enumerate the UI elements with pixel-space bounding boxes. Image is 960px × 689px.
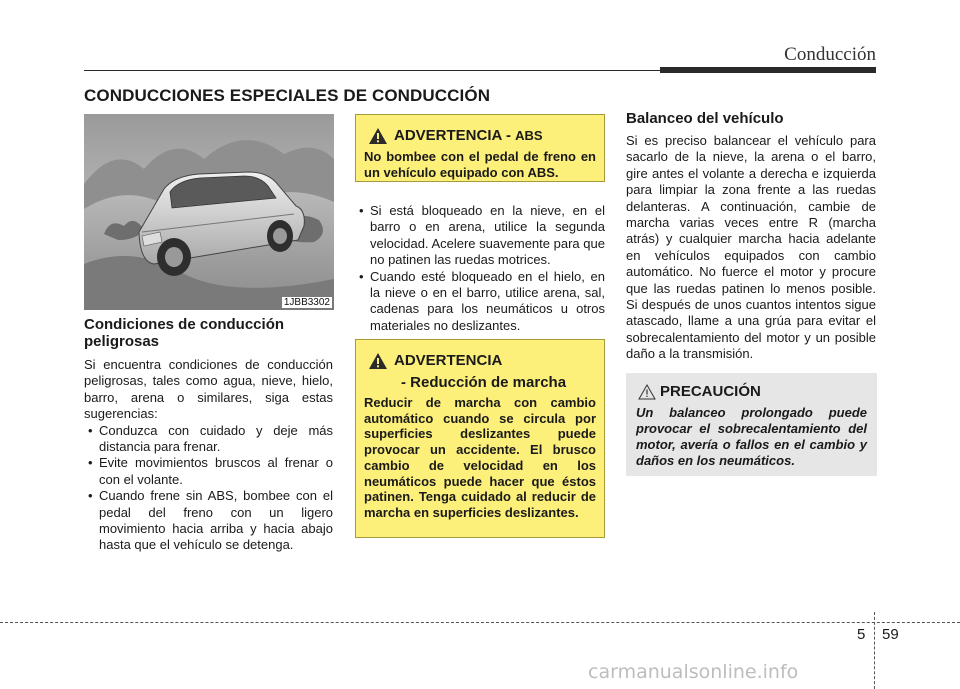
rocking-section [626,110,876,363]
warning-abs-body: No bombee con el pedal de freno en un vehículo equipado con ABS. [364,149,596,180]
rocking-heading: Balanceo del vehículo [626,110,784,127]
car-in-rough-terrain-image [84,114,334,310]
list-item: • Conduzca con cuidado y deje más distancia para frenar. [84,423,333,456]
watermark: carmanualsonline.info [588,661,799,683]
warning-downshift-title: ADVERTENCIA [394,352,503,369]
conditions-section [84,316,333,554]
warning-abs-title: ADVERTENCIA - ABS [394,127,543,144]
page-number: 59 [882,626,899,643]
header-rule [84,70,660,71]
warning-downshift-subtitle: - Reducción de marcha [401,374,567,391]
footer-divider [874,612,875,689]
rocking-body: Si es preciso balancear el vehículo para sacarlo de la nieve, la arena o el barro, gire antes el volante a derecha e izquierda para limpiar la zona frente a las ruedas delanteras. A continuación, cambie de marcha varias veces entre R (marcha atrás) y cualquier marcha hacia adelante en vehículos equipados con cambio automático. No fuerce el motor y procure que las ruedas patinen lo menos posible. Si después de unos cuantos intentos sigue atascado, llame a una grúa para evitar el sobrecalentamiento del motor y un posible daño a la transmisión. [626,133,876,362]
footer-rule [0,622,960,623]
conditions-heading: Condiciones de conducción peligrosas [84,316,285,350]
list-item: • Cuando frene sin ABS, bombee con el pedal del freno con un ligero movimiento hacia arriba y hacia abajo hasta que el vehículo se detenga. [84,488,333,554]
conditions-intro: Si encuentra condiciones de conducción peligrosas, tales como agua, nieve, hielo, barro, arena o similares, siga estas sugerencias: [84,357,333,422]
warning-downshift-box [355,339,605,538]
chapter-title: Conducción [784,44,876,65]
caution-body: Un balanceo prolongado puede provocar el sobrecalentamiento del motor, avería o fallos en el cambio y daños en los neumáticos. [636,405,867,468]
warning-downshift-body: Reducir de marcha con cambio automático cuando se circula por superficies deslizantes puede provocar un accidente. El brusco cambio de velocidad en los neumáticos puede hacer que éstos patinen. Tenga cuidado al reducir de marcha en superficies deslizantes. [364,395,596,520]
warning-abs-box [355,114,605,182]
page-chapter-number: 5 [857,626,866,643]
header-bar [660,67,876,73]
list-item: • Evite movimientos bruscos al frenar o con el volante. [84,455,333,488]
snow-bullets [355,203,605,334]
caution-box [626,373,877,476]
section-title: CONDUCCIONES ESPECIALES DE CONDUCCIÓN [84,86,491,105]
list-item: • Cuando esté bloqueado en el hielo, en la nieve o en el barro, utilice arena, sal, cadenas para los neumáticos u otros materiales no deslizantes. [355,269,605,335]
list-item: • Si está bloqueado en la nieve, en el barro o en arena, utilice la segunda velocidad. Acelere suavemente para que no patinen las ruedas motrices. [355,203,605,269]
figure-code: 1JBB3302 [283,297,330,308]
car-illustration [84,114,334,310]
warning-triangle-icon [368,127,388,145]
caution-triangle-icon [638,384,656,400]
warning-triangle-icon [368,352,388,370]
conditions-bullets [84,423,333,554]
caution-title: PRECAUCIÓN [660,383,761,400]
